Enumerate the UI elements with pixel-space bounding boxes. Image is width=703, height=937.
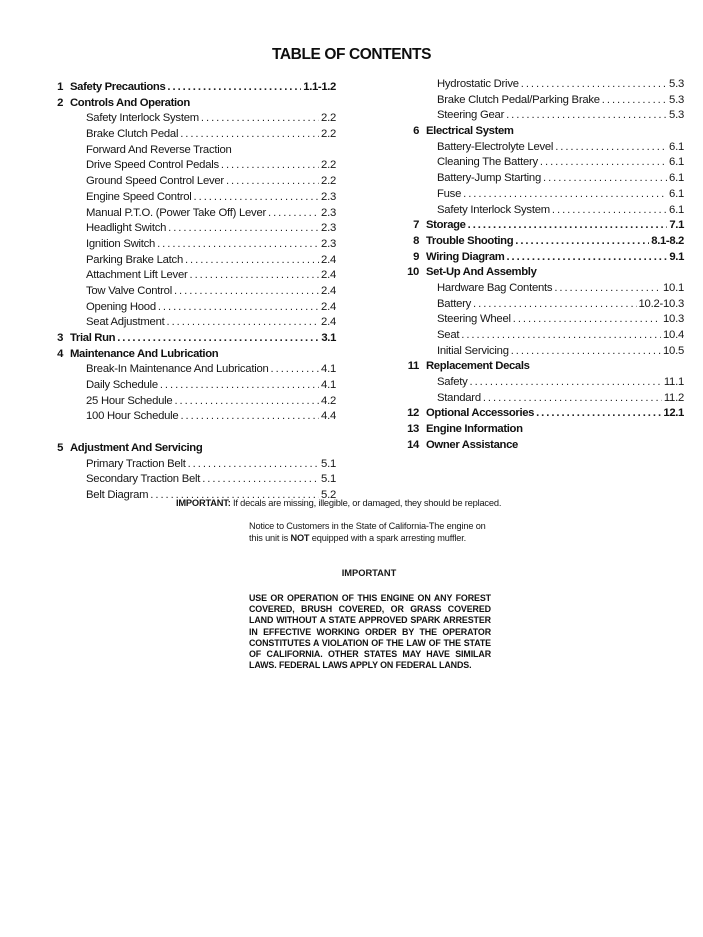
page-title: TABLE OF CONTENTS [271,46,432,63]
toc-entry-label: Seat [437,329,460,341]
dot-leader [473,297,636,313]
toc-page-number: 2.2 [321,128,336,141]
toc-entry [46,111,336,127]
dot-leader [554,281,661,297]
toc-page-number: 10.4 [663,329,684,341]
toc-entry [399,297,684,313]
toc-entry [46,394,336,410]
toc-section-number: 9 [413,250,419,263]
notice-emphasis: NOT [290,532,310,543]
dot-leader [201,111,319,127]
dot-leader [513,312,661,328]
dot-leader [506,250,667,266]
toc-entry-label: Fuse [437,187,462,200]
toc-page-number: 7.1 [669,219,684,232]
toc-section [46,347,336,363]
toc-entry [46,300,336,316]
toc-page-number: 4.1 [321,379,336,392]
toc-entry [46,221,336,237]
toc-entry-label: Manual P.T.O. (Power Take Off) Lever [86,206,266,219]
toc-entry [46,284,336,300]
dot-leader [168,221,319,237]
toc-entry-label: Steering Wheel [437,313,511,326]
toc-page-number: 9.1 [669,250,684,263]
toc-entry [399,328,684,344]
toc-entry [399,312,684,328]
toc-entry-label: Ignition Switch [86,237,156,250]
toc-entry [399,281,684,297]
toc-entry-label: Brake Clutch Pedal [86,128,179,141]
toc-section-title: Safety Precautions [70,81,166,93]
toc-section-title: Owner Assistance [426,438,518,451]
toc-section-number: 14 [407,438,419,451]
dot-leader [221,158,319,174]
dot-leader [185,253,319,269]
toc-page-number: 2.4 [321,269,336,282]
toc-entry-label: Break-In Maintenance And Lubrication [86,363,269,376]
toc-entry [399,108,684,124]
toc-entry [399,77,684,93]
toc-page-number: 2.3 [321,222,336,235]
toc-section-number: 5 [57,441,63,454]
notice-text-before: Notice to Customers in the State of California-The engine on this unit is [249,521,486,543]
toc-page-number: 4.1 [321,363,336,376]
toc-entry-label: 100 Hour Schedule [86,410,179,423]
toc-section-number: 2 [57,96,63,109]
toc-entry [46,237,336,253]
dot-leader [180,409,319,425]
toc-entry-label: Tow Valve Control [86,284,172,297]
toc-entry-label: Attachment Lift Lever [86,269,188,282]
toc-entry-label: Daily Schedule [86,379,158,392]
toc-page-number: 2.4 [321,300,336,313]
dot-leader [536,406,661,422]
toc-entry-label: Seat Adjustment [86,316,165,329]
dot-leader [461,328,661,344]
toc-section [399,359,684,375]
toc-section-number: 11 [407,360,419,373]
toc-page-number: 2.3 [321,237,336,250]
toc-section [399,234,684,250]
dot-leader [190,268,320,284]
toc-entry-label: Brake Clutch Pedal/Parking Brake [437,93,600,106]
toc-section-title: Electrical System [426,125,514,138]
toc-section-number: 13 [407,423,419,436]
toc-page-number: 2.3 [321,190,336,203]
toc-section-number: 4 [57,347,63,360]
toc-entry-label: Drive Speed Control Pedals [86,159,219,172]
toc-entry [399,93,684,109]
dot-leader [552,203,667,219]
toc-entry [46,143,336,159]
toc-page-number: 2.4 [321,284,336,297]
toc-entry [46,409,336,425]
important-text: If decals are missing, illegible, or damaged, they should be replaced. [233,498,502,508]
toc-entry [399,187,684,203]
toc-entry [399,344,684,360]
toc-page-number: 5.2 [321,488,336,501]
toc-entry [399,375,684,391]
toc-entry-label: Battery-Electrolyte Level [437,140,554,153]
toc-page-number: 2.2 [321,112,336,125]
toc-entry-label: Ground Speed Control Lever [86,175,224,188]
toc-entry-label: Battery-Jump Starting [437,172,541,185]
toc-section [399,422,684,438]
toc-entry-label: 25 Hour Schedule [86,394,173,407]
toc-page-number: 10.3 [663,313,684,326]
toc-page-number: 2.2 [321,159,336,172]
toc-page-number: 6.1 [669,187,684,200]
dot-leader [555,140,667,156]
dot-leader [167,80,301,96]
toc-page-number: 11.1 [663,376,684,389]
toc-section-title: Wiring Diagram [426,250,505,263]
toc-entry [399,171,684,187]
dot-leader [180,127,319,143]
dot-leader [468,218,668,234]
dot-leader [160,378,319,394]
toc-page-number: 6.1 [669,203,684,216]
dot-leader [543,171,667,187]
toc-entry-label: Cleaning The Battery [437,156,538,169]
toc-entry [46,268,336,284]
toc-entry-label: Safety Interlock System [86,112,199,125]
notice-text-after: equipped with a spark arresting muffler. [309,532,466,543]
toc-page-number: 1.1-1.2 [303,81,336,93]
toc-page-number: 10.2-10.3 [638,297,684,310]
toc-entry-label: Steering Gear [437,109,505,122]
important-decal-note [176,498,676,508]
toc-section-title: Trial Run [70,332,116,344]
dot-leader [602,93,667,109]
dot-leader [271,362,319,378]
toc-page-number: 5.3 [669,93,684,106]
toc-page-number: 5.3 [669,109,684,122]
toc-page-number: 10.5 [663,344,684,357]
toc-section-title: Maintenance And Lubrication [70,347,219,360]
toc-entry-label: Primary Traction Belt [86,457,186,470]
toc-entry-label: Safety Interlock System [437,203,550,216]
toc-page-number: 12.1 [663,407,684,420]
toc-section [399,438,684,454]
important-label: IMPORTANT: [176,498,231,508]
toc-entry-label: Hardware Bag Contents [437,281,553,294]
california-notice [249,521,494,544]
toc-section-title: Controls And Operation [70,96,190,109]
dot-leader [194,190,319,206]
toc-entry [46,174,336,190]
toc-page-number: 2.4 [321,316,336,329]
toc-entry [46,158,336,174]
toc-entry [399,155,684,171]
warning-text: USE OR OPERATION OF THIS ENGINE ON ANY FOREST COVERED, BRUSH COVERED, OR GRASS COVERED LAND WITHOUT A STATE APPROVED SPARK ARRESTER IN EFFECTIVE WORKING ORDER BY THE OPERATOR CONSTITUTES A VIOLATION OF THE LAW OF THE STATE OF CALIFORNIA. OTHER STATES MAY HAVE SIMILAR LAWS. FEDERAL LAWS APPLY ON FEDERAL LANDS. [249,593,491,671]
dot-leader [117,331,319,347]
dot-leader [167,315,320,331]
toc-page-number: 2.4 [321,253,336,266]
toc-entry-label: Headlight Switch [86,222,167,235]
dot-leader [540,155,667,171]
toc-entry-label: Standard [437,391,481,404]
toc-section [399,265,684,281]
toc-section-title: Replacement Decals [426,360,530,373]
dot-leader [506,108,667,124]
toc-section [46,80,336,96]
dot-leader [511,344,661,360]
toc-entry [46,315,336,331]
toc-entry [46,378,336,394]
toc-section-title: Optional Accessories [426,407,535,420]
toc-page-number: 5.1 [321,457,336,470]
toc-page-number: 5.3 [669,78,684,90]
toc-page-number: 2.2 [321,175,336,188]
toc-page-number: 4.4 [321,410,336,423]
toc-section [399,406,684,422]
dot-leader [483,391,662,407]
toc-right-column [399,77,684,454]
toc-page-number: 6.1 [669,156,684,169]
toc-page-number: 11.2 [663,391,684,404]
toc-page-number: 4.2 [321,394,336,407]
toc-section-number: 10 [407,266,419,279]
toc-page-number: 5.1 [321,473,336,486]
toc-page-number: 2.3 [321,206,336,219]
toc-entry-label: Battery [437,297,472,310]
dot-leader [463,187,667,203]
dot-leader [188,457,319,473]
toc-page-number: 6.1 [669,140,684,153]
toc-entry [46,253,336,269]
toc-section-title: Storage [426,219,466,232]
toc-section-number: 8 [413,234,419,247]
dot-leader [521,77,667,93]
dot-leader [515,234,649,250]
toc-left-column [46,80,336,504]
dot-leader [202,472,319,488]
dot-leader [470,375,662,391]
toc-entry-label: Secondary Traction Belt [86,473,201,486]
toc-entry-label: Forward And Reverse Traction [86,143,232,156]
toc-entry [46,127,336,143]
toc-section-number: 3 [57,332,63,344]
dot-leader [268,206,319,222]
toc-entry-label: Safety [437,376,468,389]
toc-section [399,218,684,234]
toc-page-number: 3.1 [321,332,336,344]
toc-entry-label: Hydrostatic Drive [437,78,519,90]
warning-heading: IMPORTANT [341,568,397,578]
toc-entry-label: Parking Brake Latch [86,253,183,266]
toc-entry-label: Opening Hood [86,300,156,313]
toc-section [46,96,336,112]
toc-section [46,331,336,347]
toc-section-title: Trouble Shooting [426,234,514,247]
toc-entry [46,472,336,488]
dot-leader [226,174,319,190]
toc-entry [46,362,336,378]
toc-entry [46,206,336,222]
toc-section-number: 6 [413,125,419,138]
dot-leader [157,237,319,253]
toc-spacer [46,425,336,441]
toc-page-number: 10.1 [663,281,684,294]
toc-section-title: Set-Up And Assembly [426,266,537,279]
toc-section-number: 7 [413,219,419,232]
toc-page-number: 6.1 [669,172,684,185]
toc-entry [399,140,684,156]
toc-entry [399,203,684,219]
toc-section-title: Engine Information [426,423,523,436]
toc-section [46,441,336,457]
dot-leader [174,284,319,300]
toc-entry-label: Belt Diagram [86,488,149,501]
toc-entry [399,391,684,407]
toc-entry-label: Engine Speed Control [86,190,192,203]
toc-section [399,124,684,140]
toc-entry-label: Initial Servicing [437,344,509,357]
toc-page-number: 8.1-8.2 [651,234,684,247]
toc-entry [46,457,336,473]
toc-section-title: Adjustment And Servicing [70,441,203,454]
dot-leader [158,300,319,316]
toc-entry [46,190,336,206]
dot-leader [174,394,319,410]
toc-section-number: 1 [57,81,63,93]
toc-section-number: 12 [407,407,419,420]
toc-section [399,250,684,266]
